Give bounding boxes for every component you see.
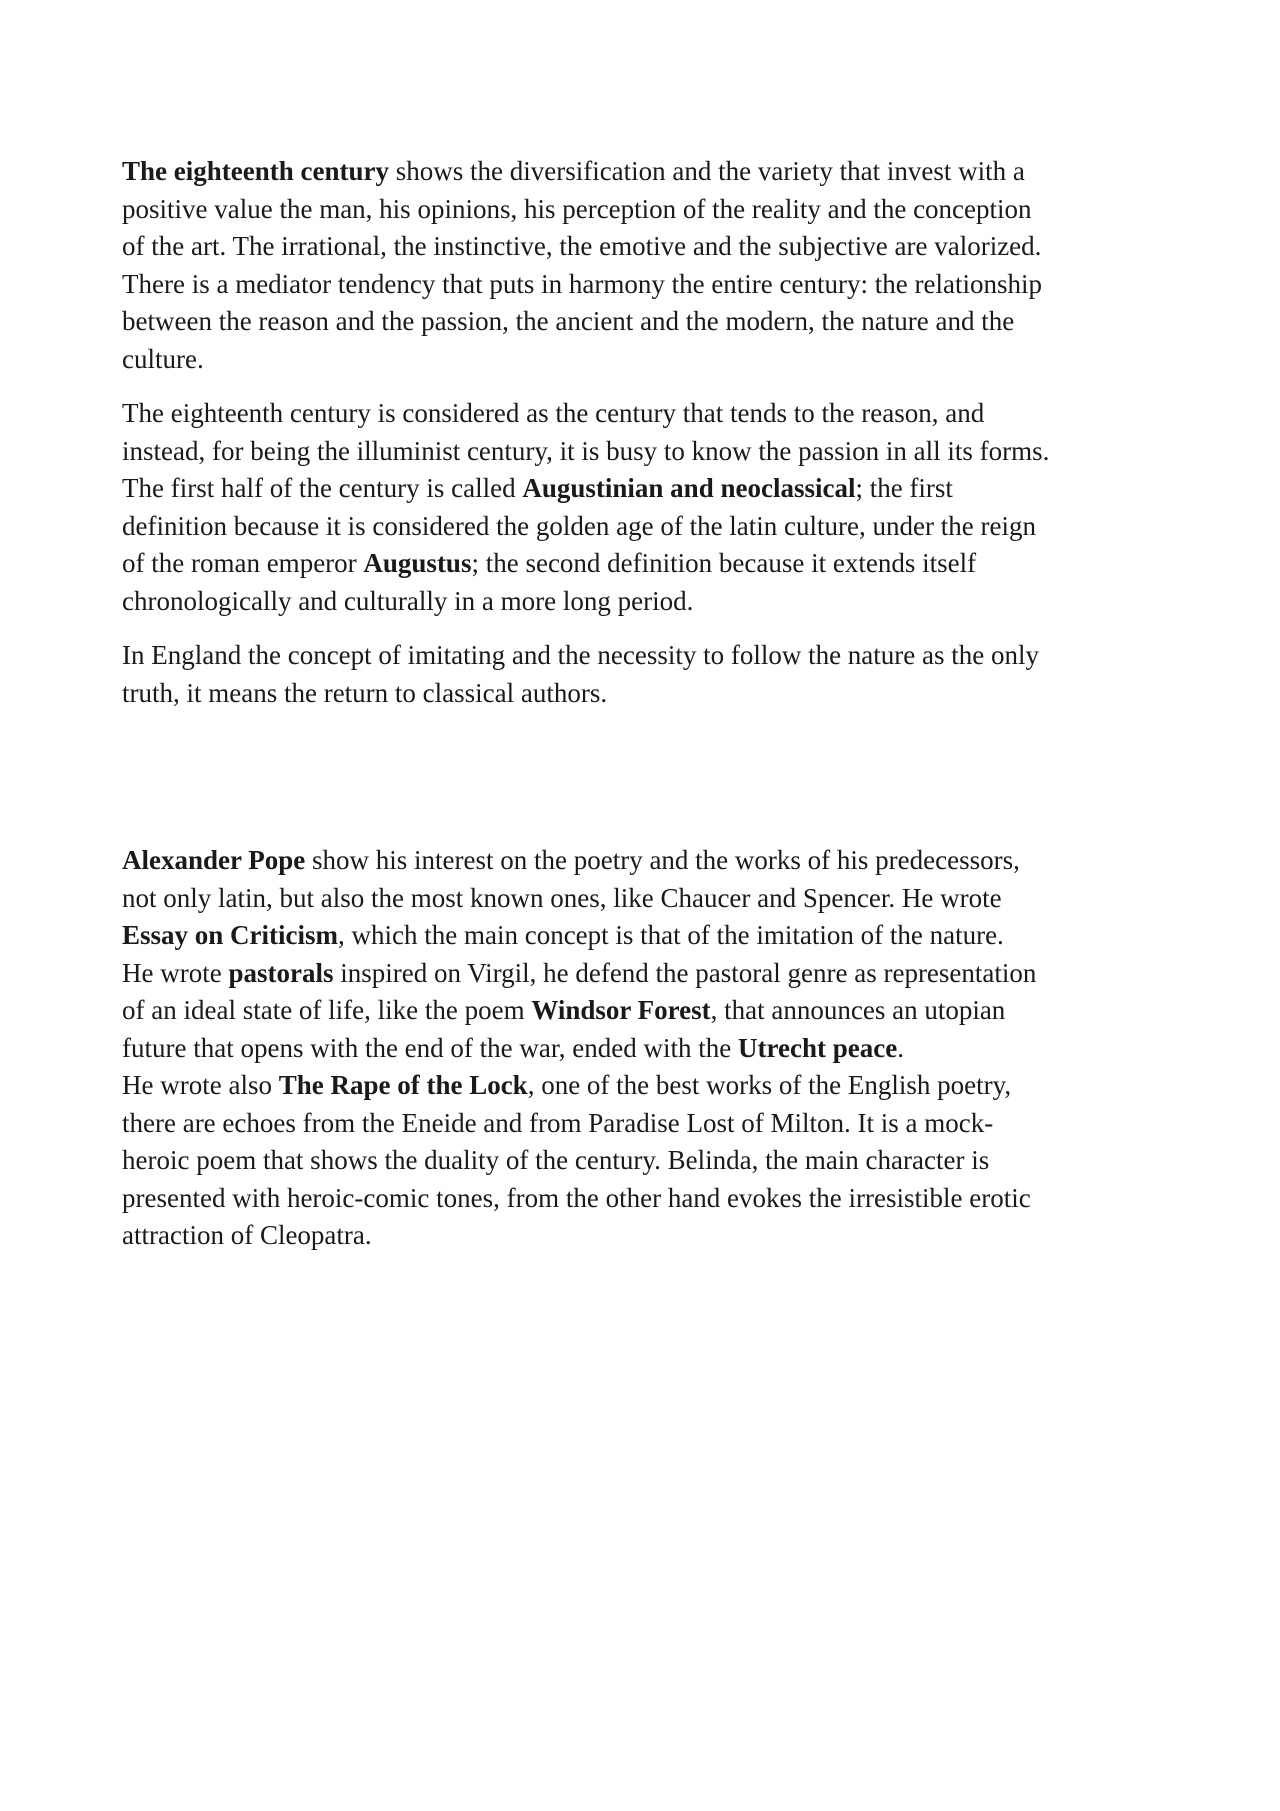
text-line <box>122 433 1182 471</box>
paragraph <box>122 842 1182 1255</box>
paragraph <box>122 637 1182 712</box>
text-run: presented with heroic-comic tones, from the other hand evokes the irresistible erotic <box>122 1182 1031 1213</box>
bold-term: pastorals <box>228 957 334 988</box>
text-line <box>122 266 1182 304</box>
text-line <box>122 992 1182 1030</box>
text-run: positive value the man, his opinions, his perception of the reality and the conception <box>122 193 1032 224</box>
text-run: He wrote also <box>122 1070 279 1100</box>
text-line <box>122 1217 1182 1255</box>
bold-term: Utrecht peace <box>738 1032 898 1063</box>
text-line <box>122 675 1182 713</box>
text-run: ; the second definition because it extends itself <box>471 548 977 578</box>
text-line <box>122 583 1182 621</box>
text-run: definition because it is considered the golden age of the latin culture, under the reign <box>122 510 1036 541</box>
text-line <box>122 470 1182 508</box>
text-run: inspired on Virgil, he defend the pastoral genre as representation <box>333 957 1037 988</box>
text-run: show his interest on the poetry and the works of his predecessors, <box>305 845 1020 875</box>
text-line <box>122 191 1182 229</box>
text-run: there are echoes from the Eneide and from Paradise Lost of Milton. It is a mock- <box>122 1107 994 1138</box>
text-run: The eighteenth century is considered as the century that tends to the reason, and <box>122 398 985 428</box>
eighteenth-century-section <box>122 153 1182 712</box>
paragraph <box>122 395 1182 620</box>
text-run: culture. <box>122 343 204 374</box>
text-line <box>122 303 1182 341</box>
text-run: , one of the best works of the English poetry, <box>527 1070 1012 1100</box>
text-run: between the reason and the passion, the ancient and the modern, the nature and the <box>122 306 1015 336</box>
text-line <box>122 508 1182 546</box>
text-run: ; the first <box>855 473 953 503</box>
text-line <box>122 153 1182 191</box>
text-line <box>122 1142 1182 1180</box>
text-line <box>122 341 1182 379</box>
text-run: , which the main concept is that of the imitation of the nature. <box>338 920 1004 950</box>
bold-term: Augustus <box>363 548 472 578</box>
text-run: future that opens with the end of the war, ended with the <box>122 1032 738 1063</box>
text-line <box>122 1180 1182 1218</box>
text-line <box>122 880 1182 918</box>
text-run: not only latin, but also the most known ones, like Chaucer and Spencer. He wrote <box>122 882 1002 913</box>
text-run: There is a mediator tendency that puts in harmony the entire century: the relationship <box>122 268 1042 299</box>
text-run: The first half of the century is called <box>122 473 523 503</box>
text-run: , that announces an utopian <box>710 995 1006 1025</box>
text-run: of the art. The irrational, the instinctive, the emotive and the subjective are valorized. <box>122 231 1042 261</box>
text-line <box>122 637 1182 675</box>
text-run: . <box>897 1032 904 1063</box>
text-line <box>122 395 1182 433</box>
text-line <box>122 1105 1182 1143</box>
text-line <box>122 917 1182 955</box>
text-line <box>122 842 1182 880</box>
text-run: shows the diversification and the variety that invest with a <box>388 156 1025 186</box>
text-run: attraction of Cleopatra. <box>122 1220 372 1250</box>
bold-term: Windsor Forest <box>531 995 711 1025</box>
text-line <box>122 545 1182 583</box>
text-run: of the roman emperor <box>122 548 364 578</box>
bold-term: The eighteenth century <box>122 156 389 186</box>
bold-term: The Rape of the Lock <box>278 1070 528 1100</box>
text-line <box>122 1067 1182 1105</box>
text-line <box>122 955 1182 993</box>
bold-term: Alexander Pope <box>122 845 306 875</box>
text-run: In England the concept of imitating and the necessity to follow the nature as the only <box>122 640 1039 670</box>
bold-term: Essay on Criticism <box>122 920 338 950</box>
bold-term: Augustinian and neoclassical <box>522 473 856 503</box>
text-line <box>122 1030 1182 1068</box>
paragraph <box>122 153 1182 378</box>
text-run: truth, it means the return to classical authors. <box>122 677 608 708</box>
text-line <box>122 228 1182 266</box>
alexander-pope-section <box>122 842 1182 1255</box>
text-run: chronologically and culturally in a more long period. <box>122 585 694 616</box>
text-run: instead, for being the illuminist century, it is busy to know the passion in all its forms. <box>122 435 1050 466</box>
text-run: of an ideal state of life, like the poem <box>122 995 532 1025</box>
text-run: heroic poem that shows the duality of the century. Belinda, the main character is <box>122 1145 990 1175</box>
text-run: He wrote <box>122 957 229 988</box>
